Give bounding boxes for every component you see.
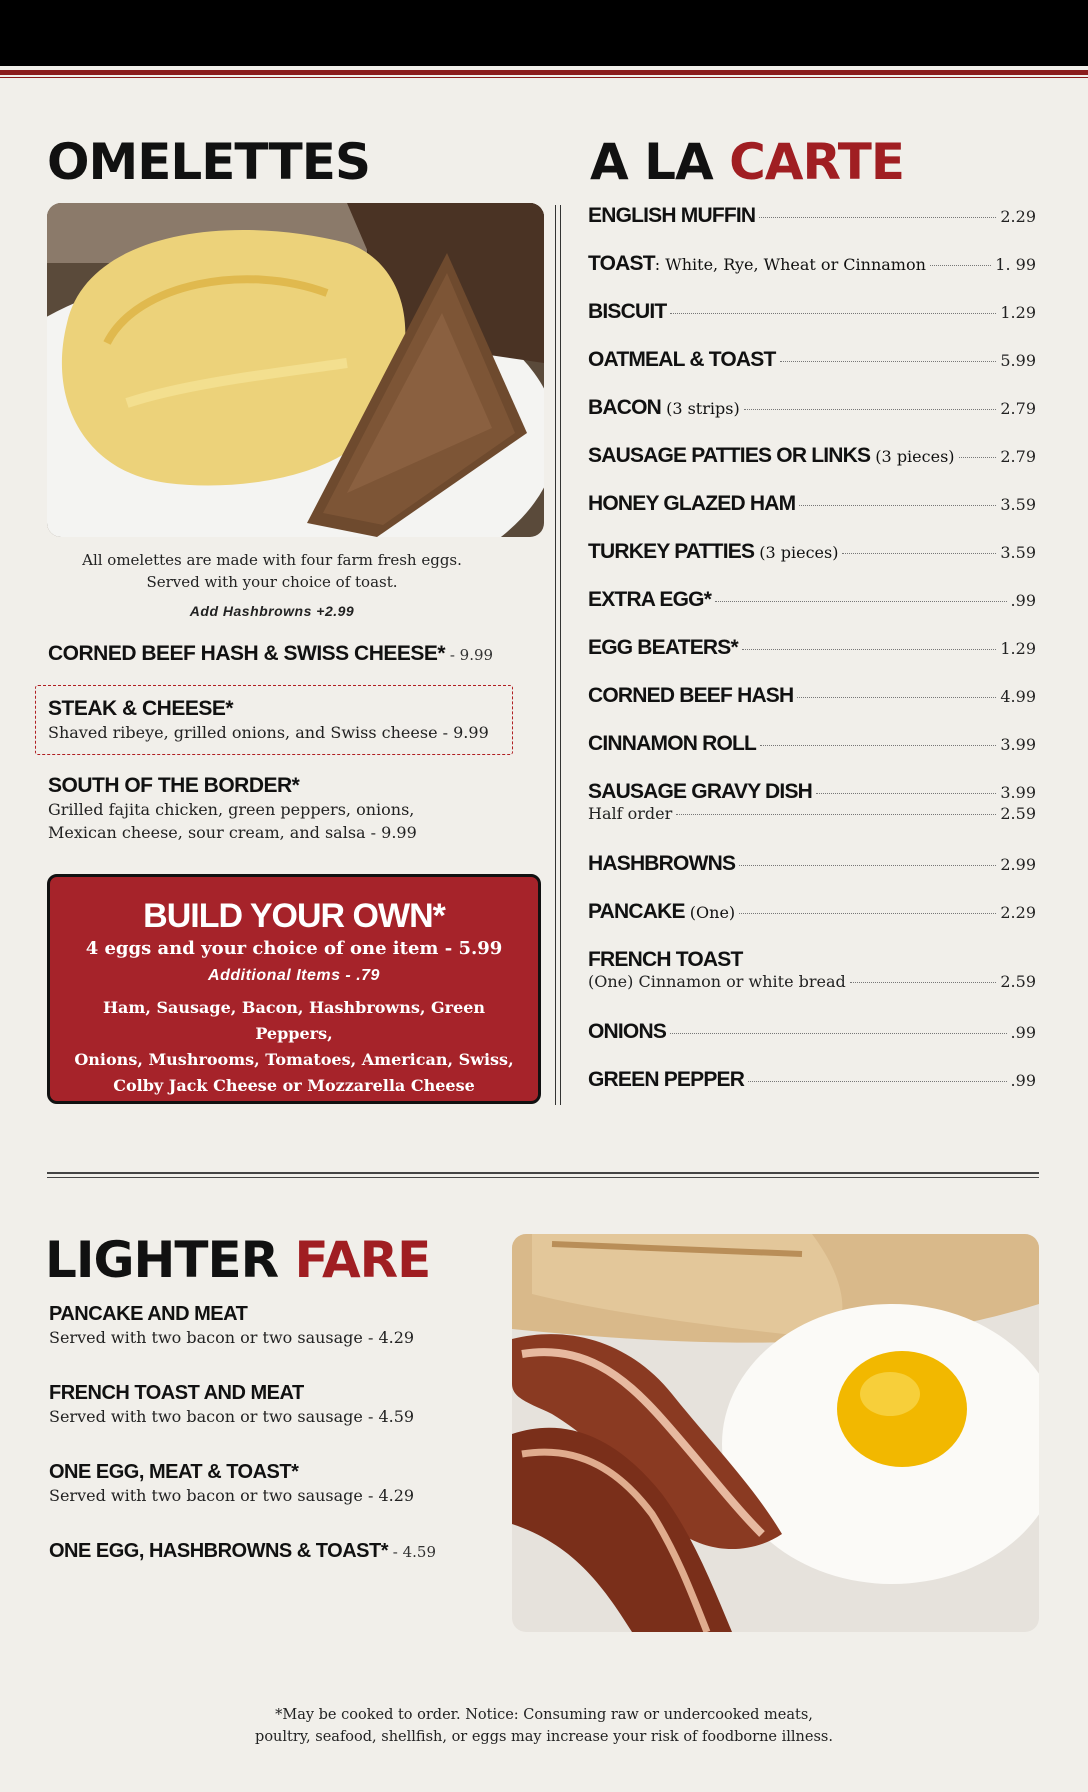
carte-item-name: TURKEY PATTIES [588, 540, 755, 563]
lighter-fare-title: ONE EGG, MEAT & TOAST* [49, 1461, 299, 1483]
omelette-item-south-border [48, 774, 508, 844]
eggs-bacon-photo-illustration [512, 1234, 1039, 1632]
leader-dots [670, 313, 996, 314]
leader-dots [676, 814, 996, 815]
carte-item-price: .99 [1010, 1071, 1036, 1090]
leader-dots [744, 409, 997, 410]
lighter-fare-item [49, 1461, 489, 1505]
carte-item [588, 540, 1036, 564]
lighter-fare-title: ONE EGG, HASHBROWNS & TOAST* [49, 1540, 388, 1562]
carte-item-price: 1. 99 [995, 255, 1036, 274]
carte-item-note: (One) [684, 903, 736, 922]
byo-subtitle: 4 eggs and your choice of one item - 5.99 [85, 938, 503, 959]
omelette-item-title: STEAK & CHEESE* [48, 697, 234, 720]
carte-item-price: 2.99 [1000, 855, 1036, 874]
carte-item [588, 252, 1036, 276]
byo-item-list [50, 995, 538, 1099]
carte-item-name: SAUSAGE PATTIES OR LINKS [588, 444, 871, 467]
carte-item-name: EGG BEATERS* [588, 636, 738, 659]
heading-red-part: CARTE [729, 133, 904, 191]
carte-item-name: OATMEAL & TOAST [588, 348, 776, 371]
omelette-item-desc: Shaved ribeye, grilled onions, and Swiss cheese - 9.99 [48, 723, 489, 742]
carte-item [588, 300, 1036, 324]
lighter-fare-title: PANCAKE AND MEAT [49, 1303, 248, 1325]
carte-item-price: 2.29 [1000, 903, 1036, 922]
leader-dots [959, 457, 997, 458]
column-divider-left [555, 205, 556, 1105]
leader-dots [739, 865, 996, 866]
carte-item-name: EXTRA EGG* [588, 588, 712, 611]
byo-additional: Additional Items - .79 [208, 967, 380, 984]
leader-dots [780, 361, 997, 362]
carte-item [588, 1068, 1036, 1092]
lighter-fare-item [49, 1382, 489, 1426]
carte-item-name: HONEY GLAZED HAM [588, 492, 796, 515]
footnote-line-1: *May be cooked to order. Notice: Consuming raw or undercooked meats, [275, 1707, 813, 1723]
carte-item-name: ONIONS [588, 1020, 667, 1043]
carte-item [588, 396, 1036, 420]
lighter-fare-desc: Served with two bacon or two sausage - 4.59 [49, 1407, 415, 1426]
omelettes-intro [47, 549, 497, 593]
eggs-bacon-photo [512, 1234, 1039, 1632]
omelette-photo [47, 203, 544, 537]
carte-item-price: 3.99 [1000, 783, 1036, 802]
carte-item-name: PANCAKE [588, 900, 685, 923]
carte-item-price: 3.59 [1000, 543, 1036, 562]
carte-item [588, 1020, 1036, 1044]
carte-item-price: 2.79 [1000, 399, 1036, 418]
intro-line-1: All omelettes are made with four farm fresh eggs. [82, 551, 462, 569]
carte-item [588, 684, 1036, 708]
carte-item-note: : White, Rye, Wheat or Cinnamon [654, 255, 926, 274]
leader-dots [799, 505, 996, 506]
leader-dots [670, 1033, 1007, 1034]
top-red-rule [0, 70, 1088, 75]
leader-dots [748, 1081, 1006, 1082]
omelette-item-desc-2: Mexican cheese, sour cream, and salsa - 9.99 [48, 823, 417, 842]
omelette-item-title: CORNED BEEF HASH & SWISS CHEESE* [48, 642, 446, 665]
carte-item-name: SAUSAGE GRAVY DISH [588, 780, 813, 803]
carte-item-price: 2.29 [1000, 207, 1036, 226]
carte-item [588, 444, 1036, 468]
carte-item-price: 2.79 [1000, 447, 1036, 466]
carte-item [588, 348, 1036, 372]
carte-item-price: 5.99 [1000, 351, 1036, 370]
section-divider-thin [47, 1177, 1039, 1178]
carte-item [588, 204, 1036, 228]
leader-dots [816, 793, 996, 794]
carte-item-price: 1.29 [1000, 639, 1036, 658]
lighter-fare-item [49, 1540, 489, 1563]
lighter-fare-title: FRENCH TOAST AND MEAT [49, 1382, 304, 1404]
carte-item-sub: (One) Cinnamon or white bread [588, 972, 846, 991]
byo-title: BUILD YOUR OWN* [143, 897, 445, 935]
carte-item-name: BACON [588, 396, 661, 419]
carte-item-note: (3 strips) [661, 399, 740, 418]
omelettes-heading: OMELETTES [47, 133, 370, 191]
footnote [200, 1704, 888, 1748]
carte-item-name: BISCUIT [588, 300, 667, 323]
omelette-item-steak [48, 697, 508, 744]
byo-items-line-3: Colby Jack Cheese or Mozzarella Cheese [113, 1076, 475, 1095]
carte-item [588, 636, 1036, 660]
omelette-photo-illustration [47, 203, 544, 537]
leader-dots [760, 745, 996, 746]
leader-dots [797, 697, 996, 698]
heading-black-part: LIGHTER [45, 1231, 295, 1289]
lighter-fare-item [49, 1303, 489, 1347]
carte-item-price: .99 [1010, 1023, 1036, 1042]
leader-dots [759, 217, 996, 218]
leader-dots [842, 553, 996, 554]
carte-item-name: ENGLISH MUFFIN [588, 204, 756, 227]
carte-item-name: HASHBROWNS [588, 852, 736, 875]
lighter-fare-desc: Served with two bacon or two sausage - 4.29 [49, 1486, 415, 1505]
carte-item-note: (3 pieces) [754, 543, 839, 562]
carte-item [588, 492, 1036, 516]
leader-dots [715, 601, 1006, 602]
carte-item-sub-price: 2.59 [1000, 804, 1036, 823]
omelette-item-desc-1: Grilled fajita chicken, green peppers, onions, [48, 800, 415, 819]
carte-item-price: 4.99 [1000, 687, 1036, 706]
top-red-thin-rule [0, 77, 1088, 78]
carte-item-sub: Half order [588, 804, 673, 823]
omelette-item-title: SOUTH OF THE BORDER* [48, 774, 300, 797]
carte-item [588, 900, 1036, 924]
byo-items-line-1: Ham, Sausage, Bacon, Hashbrowns, Green Peppers, [102, 998, 486, 1043]
leader-dots [742, 649, 997, 650]
carte-item-sub-price: 2.59 [1000, 972, 1036, 991]
intro-line-2: Served with your choice of toast. [146, 573, 398, 591]
a-la-carte-heading [590, 133, 904, 191]
build-your-own-box [47, 874, 541, 1104]
carte-item-name: GREEN PEPPER [588, 1068, 745, 1091]
carte-item [588, 948, 1036, 991]
top-bar [0, 0, 1088, 66]
omelette-item-corned-beef [48, 642, 508, 666]
carte-item-name: FRENCH TOAST [588, 948, 743, 971]
heading-black-part: A LA [590, 133, 730, 191]
column-divider-right [560, 205, 561, 1105]
carte-item-price: 3.59 [1000, 495, 1036, 514]
leader-dots [930, 265, 991, 266]
carte-item [588, 852, 1036, 876]
leader-dots [739, 913, 996, 914]
carte-item [588, 732, 1036, 756]
carte-item-name: CINNAMON ROLL [588, 732, 757, 755]
carte-item-price: .99 [1010, 591, 1036, 610]
carte-item [588, 588, 1036, 612]
carte-item-note: (3 pieces) [870, 447, 955, 466]
carte-item [588, 780, 1036, 823]
carte-item-price: 1.29 [1000, 303, 1036, 322]
leader-dots [850, 982, 997, 983]
add-hashbrowns-note: Add Hashbrowns +2.99 [189, 603, 355, 619]
lighter-fare-heading [45, 1231, 431, 1289]
carte-item-name: TOAST [588, 252, 655, 275]
lighter-fare-price: - 4.59 [388, 1543, 437, 1561]
heading-red-part: FARE [294, 1231, 431, 1289]
carte-item-price: 3.99 [1000, 735, 1036, 754]
carte-item-name: CORNED BEEF HASH [588, 684, 794, 707]
footnote-line-2: poultry, seafood, shellfish, or eggs may increase your risk of foodborne illness. [255, 1729, 833, 1745]
omelette-item-price: - 9.99 [445, 646, 494, 664]
lighter-fare-desc: Served with two bacon or two sausage - 4.29 [49, 1328, 415, 1347]
section-divider-thick [47, 1172, 1039, 1174]
byo-items-line-2: Onions, Mushrooms, Tomatoes, American, Swiss, [74, 1050, 514, 1069]
